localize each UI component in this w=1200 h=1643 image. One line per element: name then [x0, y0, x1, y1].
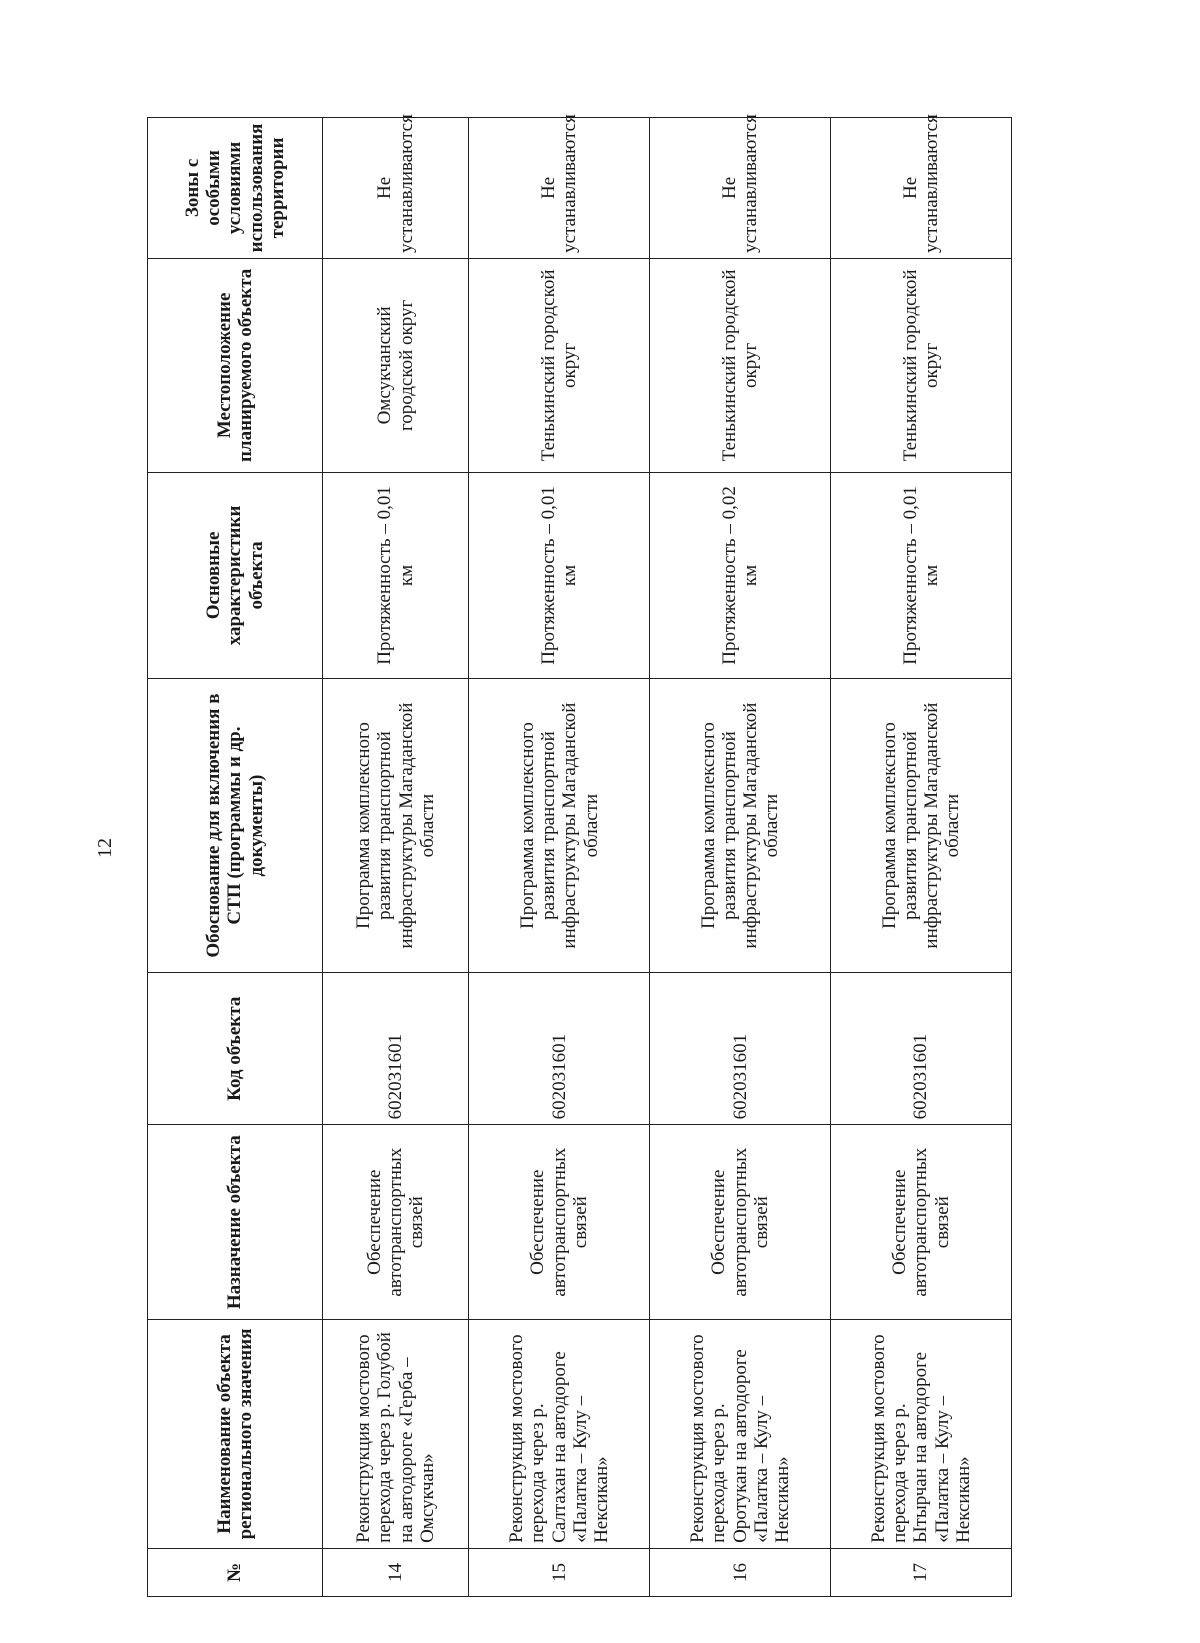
cell-characteristics: Протяженность – 0,01 км	[831, 472, 1012, 678]
table-row	[469, 118, 650, 1597]
cell-characteristics: Протяженность – 0,01 км	[469, 472, 650, 678]
rotated-table-container	[147, 114, 1012, 1597]
table-header-row	[148, 118, 323, 1597]
cell-location: Тенькинский городской округ	[831, 258, 1012, 472]
cell-name: Реконструкция мостового перехода через р. Оротукан на автодороге «Палатка – Кулу – Нексикан»	[650, 1319, 831, 1548]
header-code: Код объекта	[148, 973, 323, 1125]
header-purpose: Назначение объекта	[148, 1125, 323, 1320]
cell-code: 602031601	[323, 973, 469, 1125]
cell-name: Реконструкция мостового перехода через р. Ытырчан на автодороге «Палатка – Кулу – Нексикан»	[831, 1319, 1012, 1548]
cell-characteristics: Протяженность – 0,01 км	[323, 472, 469, 678]
cell-code: 602031601	[650, 973, 831, 1125]
header-name: Наименование объекта регионального значения	[148, 1319, 323, 1548]
cell-purpose: Обеспечение автотранспортных связей	[323, 1125, 469, 1320]
cell-purpose: Обеспечение автотранспортных связей	[469, 1125, 650, 1320]
cell-num: 14	[323, 1548, 469, 1596]
cell-basis: Программа комплексного развития транспортной инфраструктуры Магаданской области	[323, 678, 469, 972]
table-row	[323, 118, 469, 1597]
cell-name: Реконструкция мостового перехода через р. Голубой на автодороге «Герба – Омсукчан»	[323, 1319, 469, 1548]
cell-basis: Программа комплексного развития транспортной инфраструктуры Магаданской области	[469, 678, 650, 972]
cell-code: 602031601	[831, 973, 1012, 1125]
header-location: Местоположение планируемого объекта	[148, 258, 323, 472]
cell-basis: Программа комплексного развития транспортной инфраструктуры Магаданской области	[650, 678, 831, 972]
table-row	[650, 118, 831, 1597]
cell-zones: Не устанавливаются	[323, 118, 469, 259]
page-number: 12	[94, 838, 116, 858]
objects-table	[147, 114, 1012, 1597]
cell-zones: Не устанавливаются	[469, 118, 650, 259]
cell-purpose: Обеспечение автотранспортных связей	[831, 1125, 1012, 1320]
cell-zones: Не устанавливаются	[650, 118, 831, 259]
header-zones: Зоны с особыми условиями использования территории	[148, 118, 323, 259]
cell-num: 15	[469, 1548, 650, 1596]
cell-code: 602031601	[469, 973, 650, 1125]
cell-location: Тенькинский городской округ	[469, 258, 650, 472]
header-characteristics: Основные характеристики объекта	[148, 472, 323, 678]
cell-num: 17	[831, 1548, 1012, 1596]
cell-purpose: Обеспечение автотранспортных связей	[650, 1125, 831, 1320]
header-num: №	[148, 1548, 323, 1596]
cell-location: Тенькинский городской округ	[650, 258, 831, 472]
cell-num: 16	[650, 1548, 831, 1596]
cell-zones: Не устанавливаются	[831, 118, 1012, 259]
table-row	[831, 118, 1012, 1597]
header-basis: Обоснование для включения в СТП (программы и др. документы)	[148, 678, 323, 972]
cell-location: Омсукчанский городской округ	[323, 258, 469, 472]
cell-name: Реконструкция мостового перехода через р. Салтахан на автодороге «Палатка – Кулу – Нексикан»	[469, 1319, 650, 1548]
cell-basis: Программа комплексного развития транспортной инфраструктуры Магаданской области	[831, 678, 1012, 972]
cell-characteristics: Протяженность – 0,02 км	[650, 472, 831, 678]
